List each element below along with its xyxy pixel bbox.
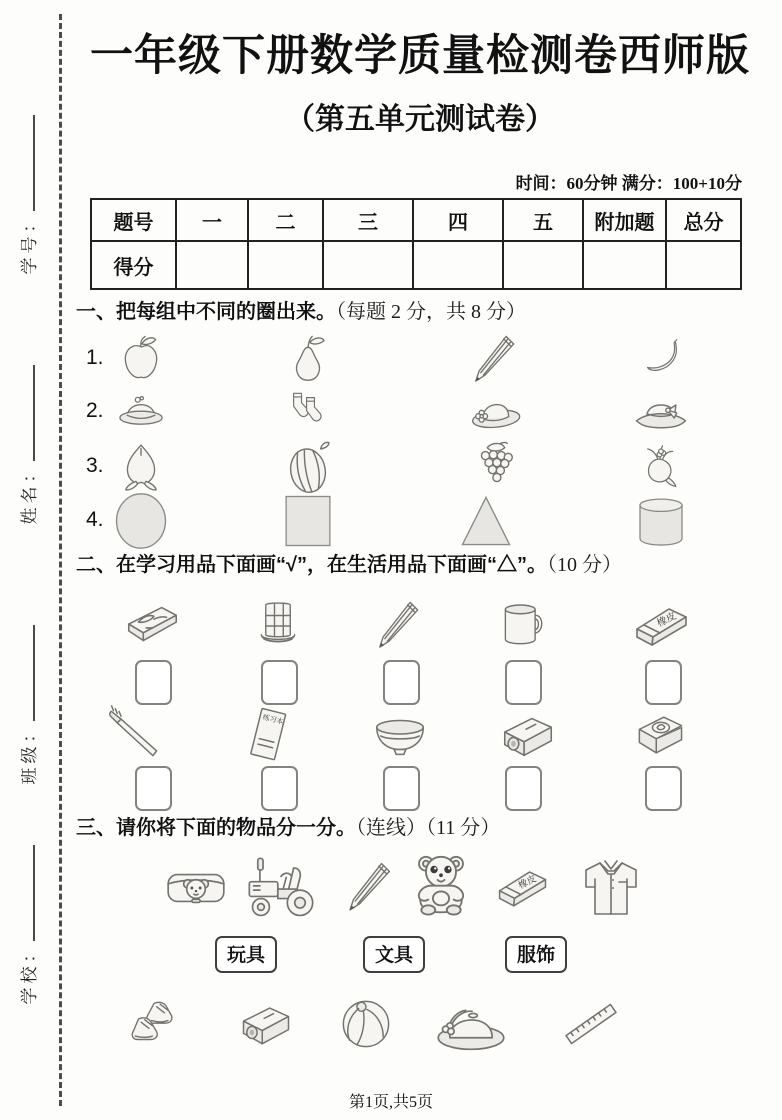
col-header: 二 [248, 199, 323, 241]
answer-box [505, 766, 542, 811]
eraser-icon [485, 842, 561, 934]
col-header: 题号 [91, 199, 176, 241]
watermelon-icon [262, 438, 354, 496]
section3-title: 三、请你将下面的物品分一分。 [76, 817, 356, 839]
section1-note: （每题 2 分，共 8 分） [336, 301, 526, 323]
teddy-bear-icon [403, 842, 479, 934]
field-blank [16, 846, 35, 942]
mug-icon [476, 594, 568, 658]
toothbrush-icon [90, 702, 182, 768]
answer-box [645, 660, 682, 705]
bowl-icon [354, 702, 446, 768]
pencil-icon [354, 594, 446, 658]
banana-icon [615, 332, 707, 388]
section3-heading [76, 811, 500, 840]
answer-box [135, 660, 172, 705]
score-cell [323, 241, 413, 289]
col-header: 附加题 [583, 199, 666, 241]
peach-icon [95, 438, 187, 496]
bowler-hat-icon [95, 386, 187, 438]
socks-icon [262, 386, 354, 438]
section2-heading [76, 548, 622, 577]
question-number: 1. [86, 346, 104, 369]
question-number: 2. [86, 399, 104, 422]
col-header: 总分 [666, 199, 741, 241]
answer-box [383, 766, 420, 811]
score-cell [413, 241, 503, 289]
pencil-icon [450, 332, 542, 388]
sun-hat-icon [425, 984, 517, 1064]
field-blank [16, 366, 35, 462]
time-score-info: 时间：60分钟 满分：100+10分 [515, 174, 742, 193]
pencil-icon [333, 842, 409, 934]
tractor-icon [243, 842, 319, 934]
page-title: 一年级下册数学质量检测卷西师版 [90, 33, 750, 80]
score-cell [583, 241, 666, 289]
sharpener-icon [482, 702, 574, 768]
field-label: 姓名： [20, 461, 39, 525]
shirt-icon [573, 842, 649, 934]
eraser-icon [616, 594, 708, 658]
margin-field-name [15, 355, 41, 535]
score-row-label: 得分 [91, 241, 176, 289]
score-cell [176, 241, 248, 289]
grapes-icon [450, 438, 542, 496]
pencil-box-icon [106, 594, 198, 658]
section3-note: （连线）（11 分） [356, 817, 501, 839]
cylinder-shape [615, 492, 707, 550]
answer-box [645, 766, 682, 811]
section1-title: 一、把每组中不同的圈出来。 [76, 301, 336, 323]
question-number: 4. [86, 508, 104, 531]
score-cell [503, 241, 583, 289]
field-blank [16, 116, 35, 212]
page-number: 第1页,共5页 [348, 1094, 433, 1111]
answer-box [261, 766, 298, 811]
radish-icon [615, 438, 707, 496]
exercise-book-icon [222, 702, 314, 768]
ruler-icon [545, 984, 637, 1064]
col-header: 三 [323, 199, 413, 241]
section1-heading [76, 295, 526, 324]
answer-box [383, 660, 420, 705]
score-cell [248, 241, 323, 289]
score-table [90, 198, 742, 290]
margin-field-school [15, 835, 41, 1015]
field-blank [16, 626, 35, 722]
sharpener-icon [220, 984, 312, 1064]
answer-box [505, 660, 542, 705]
section2-title: 二、在学习用品下面画“√”，在生活用品下面画“△”。 [76, 554, 547, 576]
shoes-icon [115, 984, 207, 1064]
col-header: 四 [413, 199, 503, 241]
field-label: 学号： [20, 211, 39, 275]
answer-box [135, 766, 172, 811]
oval-shape [95, 492, 187, 550]
field-label: 学校： [20, 941, 39, 1005]
page-subtitle: （第五单元测试卷） [285, 103, 555, 136]
category-clothing: 服饰 [505, 936, 567, 973]
bow-hat-icon [615, 386, 707, 438]
pear-icon [262, 332, 354, 388]
answer-box [261, 660, 298, 705]
question-number: 3. [86, 454, 104, 477]
soap-box-icon [614, 702, 706, 768]
section2-note: （10 分） [546, 554, 622, 576]
category-toys: 玩具 [215, 936, 277, 973]
triangle-shape [440, 492, 532, 550]
ball-icon [320, 984, 412, 1064]
towel-icon [232, 594, 324, 658]
cut-dashed-line [59, 14, 62, 1106]
pencil-case-icon [158, 842, 234, 934]
square-shape [262, 492, 354, 550]
col-header: 一 [176, 199, 248, 241]
apple-icon [95, 332, 187, 388]
score-cell [666, 241, 741, 289]
margin-field-student-id [15, 105, 41, 285]
margin-field-class [15, 615, 41, 795]
category-stationery: 文具 [363, 936, 425, 973]
col-header: 五 [503, 199, 583, 241]
flower-hat-icon [450, 386, 542, 438]
field-label: 班级： [20, 721, 39, 785]
